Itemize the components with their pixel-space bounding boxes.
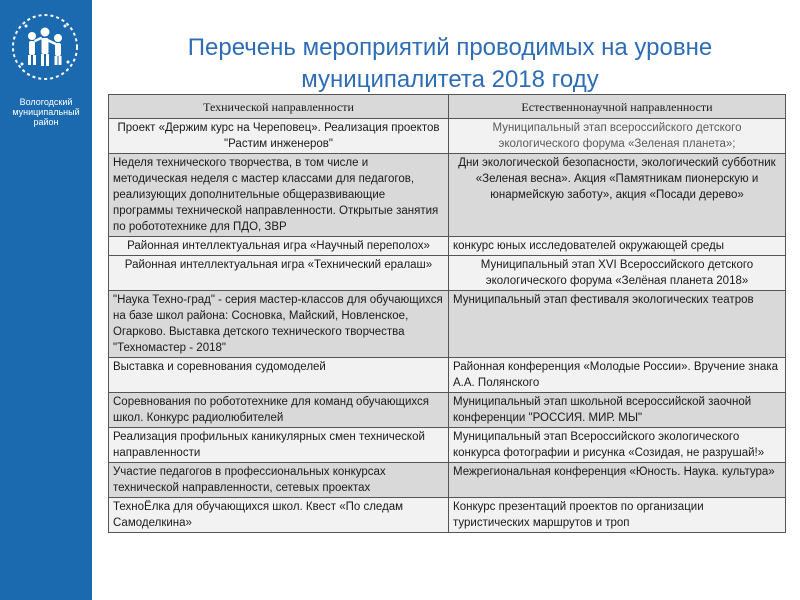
table-row: [109, 428, 786, 463]
tech-cell: Реализация профильных каникулярных смен технической направленности: [109, 428, 449, 463]
table-row: [109, 256, 786, 291]
sidebar: [0, 0, 92, 600]
page-title: [130, 32, 770, 96]
table-row: [109, 498, 786, 533]
header-technical: Технической направленности: [109, 95, 449, 119]
nat-cell: конкурс юных исследователей окружающей среды: [449, 237, 786, 256]
tech-cell: "Наука Техно-град" - серия мастер-классов для обучающихся на базе школ района: Сосновка, Майский, Новленское, Огарково. Выставка детского технического творчества "Техномастер - 2018": [109, 291, 449, 358]
tech-cell: Выставка и соревнования судомоделей: [109, 358, 449, 393]
sidebar-line: муниципальный: [12, 107, 80, 117]
table-row: [109, 154, 786, 237]
table-row: [109, 237, 786, 256]
nat-cell: Дни экологической безопасности, экологический субботник «Зеленая весна». Акция «Памятникам пионерскую и юнармейскую заботу», акция «Посади дерево»: [449, 154, 786, 237]
table-row: [109, 463, 786, 498]
sidebar-line: Вологодский: [19, 97, 73, 107]
tech-cell: Районная интеллектуальная игра «Технический ералаш»: [109, 256, 449, 291]
title-line: муниципалитета 2018 году: [301, 66, 599, 93]
tech-cell: ТехноЁлка для обучающихся школ. Квест «По следам Самоделкина»: [109, 498, 449, 533]
tech-cell: Проект «Держим курс на Череповец». Реализация проектов "Растим инженеров": [109, 119, 449, 154]
sidebar-line: район: [33, 117, 59, 127]
nat-cell: Межрегиональная конференция «Юность. Наука. культура»: [449, 463, 786, 498]
events-table: [108, 94, 786, 533]
table-row: [109, 393, 786, 428]
table-row: [109, 119, 786, 154]
tech-cell: Участие педагогов в профессиональных конкурсах технической направленности, сетевых проектах: [109, 463, 449, 498]
nat-cell: Муниципальный этап школьной всероссийской заочной конференции "РОССИЯ. МИР. МЫ": [449, 393, 786, 428]
children-emblem-icon: [10, 12, 80, 82]
table-row: [109, 291, 786, 358]
nat-cell: Муниципальный этап всероссийского детского экологического форума «Зеленая планета»;: [449, 119, 786, 154]
tech-cell: Районная интеллектуальная игра «Научный переполох»: [109, 237, 449, 256]
tech-cell: Неделя технического творчества, в том числе и методическая неделя с мастер классами для педагогов, реализующих дополнительные общеразвивающие программы технической направленности. Открытые занятия по робототехнике для ПДО, ЗВР: [109, 154, 449, 237]
nat-cell: Муниципальный этап фестиваля экологических театров: [449, 291, 786, 358]
table-row: [109, 358, 786, 393]
nat-cell: Муниципальный этап Всероссийского экологического конкурса фотографии и рисунка «Созидая, не разрушай!»: [449, 428, 786, 463]
nat-cell: Районная конференция «Молодые России». Вручение знака А.А. Полянского: [449, 358, 786, 393]
tech-cell: Соревнования по робототехнике для команд обучающихся школ. Конкурс радиолюбителей: [109, 393, 449, 428]
nat-cell: Муниципальный этап XVI Всероссийского детского экологического форума «Зелёная планета 2018»: [449, 256, 786, 291]
header-natural-science: Естественнонаучной направленности: [449, 95, 786, 119]
nat-cell: Конкурс презентаций проектов по организации туристических маршрутов и троп: [449, 498, 786, 533]
sidebar-org-name: [0, 97, 92, 127]
title-line: Перечень мероприятий проводимых на уровне: [187, 34, 713, 61]
table-header-row: [109, 95, 786, 119]
